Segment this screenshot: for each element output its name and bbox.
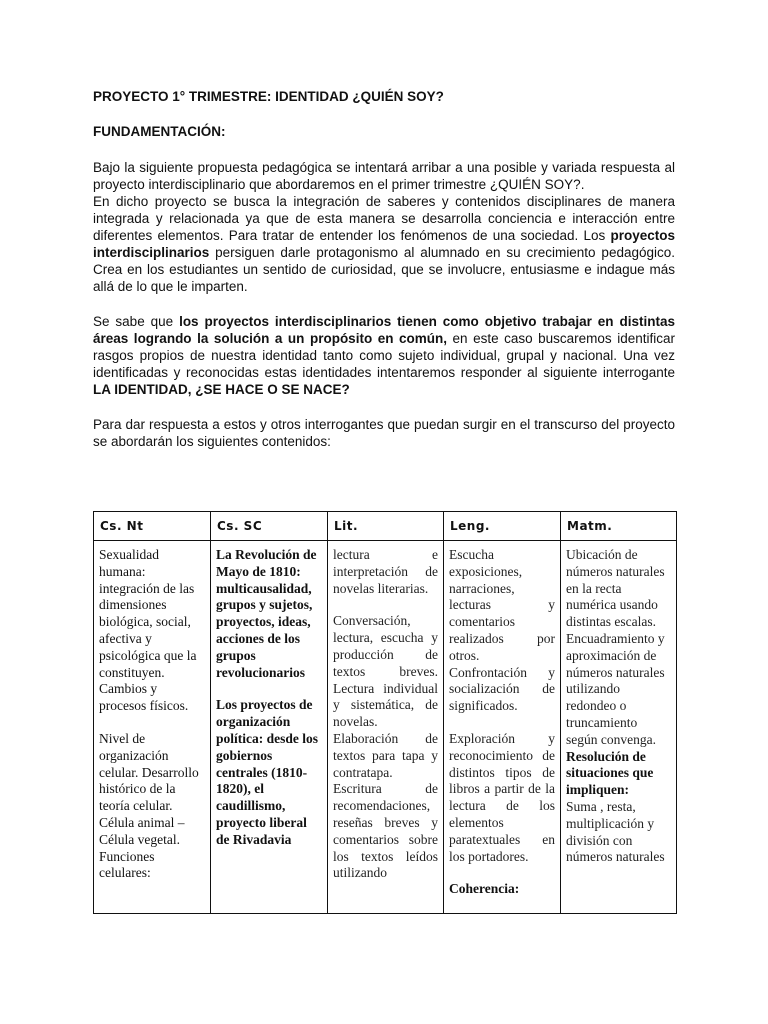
cell-matm (561, 541, 677, 914)
cell-cs-sc (211, 541, 328, 914)
cell-matm-text-c: Suma , resta, multiplicación y división con números naturales (566, 798, 665, 865)
header-leng: Leng. (444, 512, 561, 541)
section-heading-fundamentacion: FUNDAMENTACIÓN: (93, 124, 226, 139)
contents-table (93, 511, 677, 914)
paragraph-2-bold: proyectos interdisciplinarios (93, 228, 675, 260)
paragraph-2-text-a: En dicho proyecto se busca la integración de saberes y contenidos disciplinares de manera integrada y relacionada ya que de esta manera se desarrolla conciencia e interacción entre diferentes elementos. Para tratar de entender los fenómenos de una sociedad. Los (93, 194, 675, 243)
table-header-row (94, 512, 677, 541)
cell-leng (444, 541, 561, 914)
cell-leng-text-c: Coherencia: (449, 881, 520, 897)
cell-lit-text-a: lectura e interpretación de novelas literarias. (333, 547, 438, 596)
cell-cs-sc-text-a: La Revolución de Mayo de 1810: multicausalidad, grupos y sujetos, proyectos, ideas, acciones de los grupos revolucionarios (216, 547, 317, 680)
document-page (93, 88, 675, 450)
paragraph-4: Para dar respuesta a estos y otros interrogantes que puedan surgir en el transcurso del proyecto se abordarán los siguientes contenidos: (93, 417, 675, 449)
cell-matm-text-b: Resolución de situaciones que impliquen: (566, 748, 654, 798)
paragraph-1: Bajo la siguiente propuesta pedagógica se intentará arribar a una posible y variada respuesta al proyecto interdisciplinario que abordaremos en el primer trimestre ¿QUIÉN SOY?. (93, 160, 675, 192)
paragraph-3-question: LA IDENTIDAD, ¿SE HACE O SE NACE? (93, 382, 350, 397)
cell-cs-nt-text-a: Sexualidad humana: integración de las dimensiones biológica, social, afectiva y psicológica que la constituyen. Cambios y procesos físicos. (99, 547, 197, 714)
table-row (94, 541, 677, 914)
document-title: PROYECTO 1° TRIMESTRE: IDENTIDAD ¿QUIÉN SOY? (93, 89, 444, 104)
cell-cs-nt (94, 541, 211, 914)
cell-matm-text-a: Ubicación de números naturales en la recta numérica usando distintas escalas. Encuadramiento y aproximación de números naturales utilizando redondeo o truncamiento según convenga. (566, 547, 665, 747)
cell-lit (328, 541, 444, 914)
header-matm: Matm. (561, 512, 677, 541)
paragraph-3-bold: los proyectos interdisciplinarios tienen como objetivo trabajar en distintas áreas logrando la solución a un propósito en común, (93, 314, 675, 346)
cell-leng-text-b: Exploración y reconocimiento de distintos tipos de libros a partir de la lectura de los elementos paratextuales en los portadores. (449, 730, 555, 864)
header-cs-sc: Cs. SC (211, 512, 328, 541)
cell-cs-nt-text-b: Nivel de organización celular. Desarrollo histórico de la teoría celular. Célula animal – Célula vegetal. Funciones celulares: (99, 730, 199, 881)
paragraph-3-text-a: Se sabe que (93, 314, 180, 329)
paragraph-3 (93, 313, 675, 398)
cell-leng-text-a: Escucha exposiciones, narraciones, lecturas y comentarios realizados por otros. Confrontación y socialización de significados. (449, 547, 555, 714)
header-lit: Lit. (328, 512, 444, 541)
cell-lit-text-b: Conversación, lectura, escucha y producción de textos breves. Lectura individual y sistemática, de novelas. Elaboración de textos para tapa y contratapa. Escritura de recomendaciones, reseñas breves y comentarios sobre los textos leídos utilizando (333, 613, 438, 881)
header-cs-nt: Cs. Nt (94, 512, 211, 541)
paragraph-3-text-c: en este caso buscaremos identificar rasgos propios de nuestra identidad tanto como sujeto individual, grupal y nacional. Una vez identificadas y reconocidas estas identidades intentaremos responder al siguiente interrogante (93, 331, 675, 380)
paragraph-2 (93, 193, 675, 295)
cell-cs-sc-text-b: Los proyectos de organización política: desde los gobiernos centrales (1810-1820), el caudillismo, proyecto liberal de Rivadavia (216, 697, 319, 847)
paragraph-2-text-c: persiguen darle protagonismo al alumnado en su crecimiento pedagógico. Crea en los estudiantes un sentido de curiosidad, que se involucre, entusiasme e indague más allá de lo que le imparten. (93, 245, 675, 294)
